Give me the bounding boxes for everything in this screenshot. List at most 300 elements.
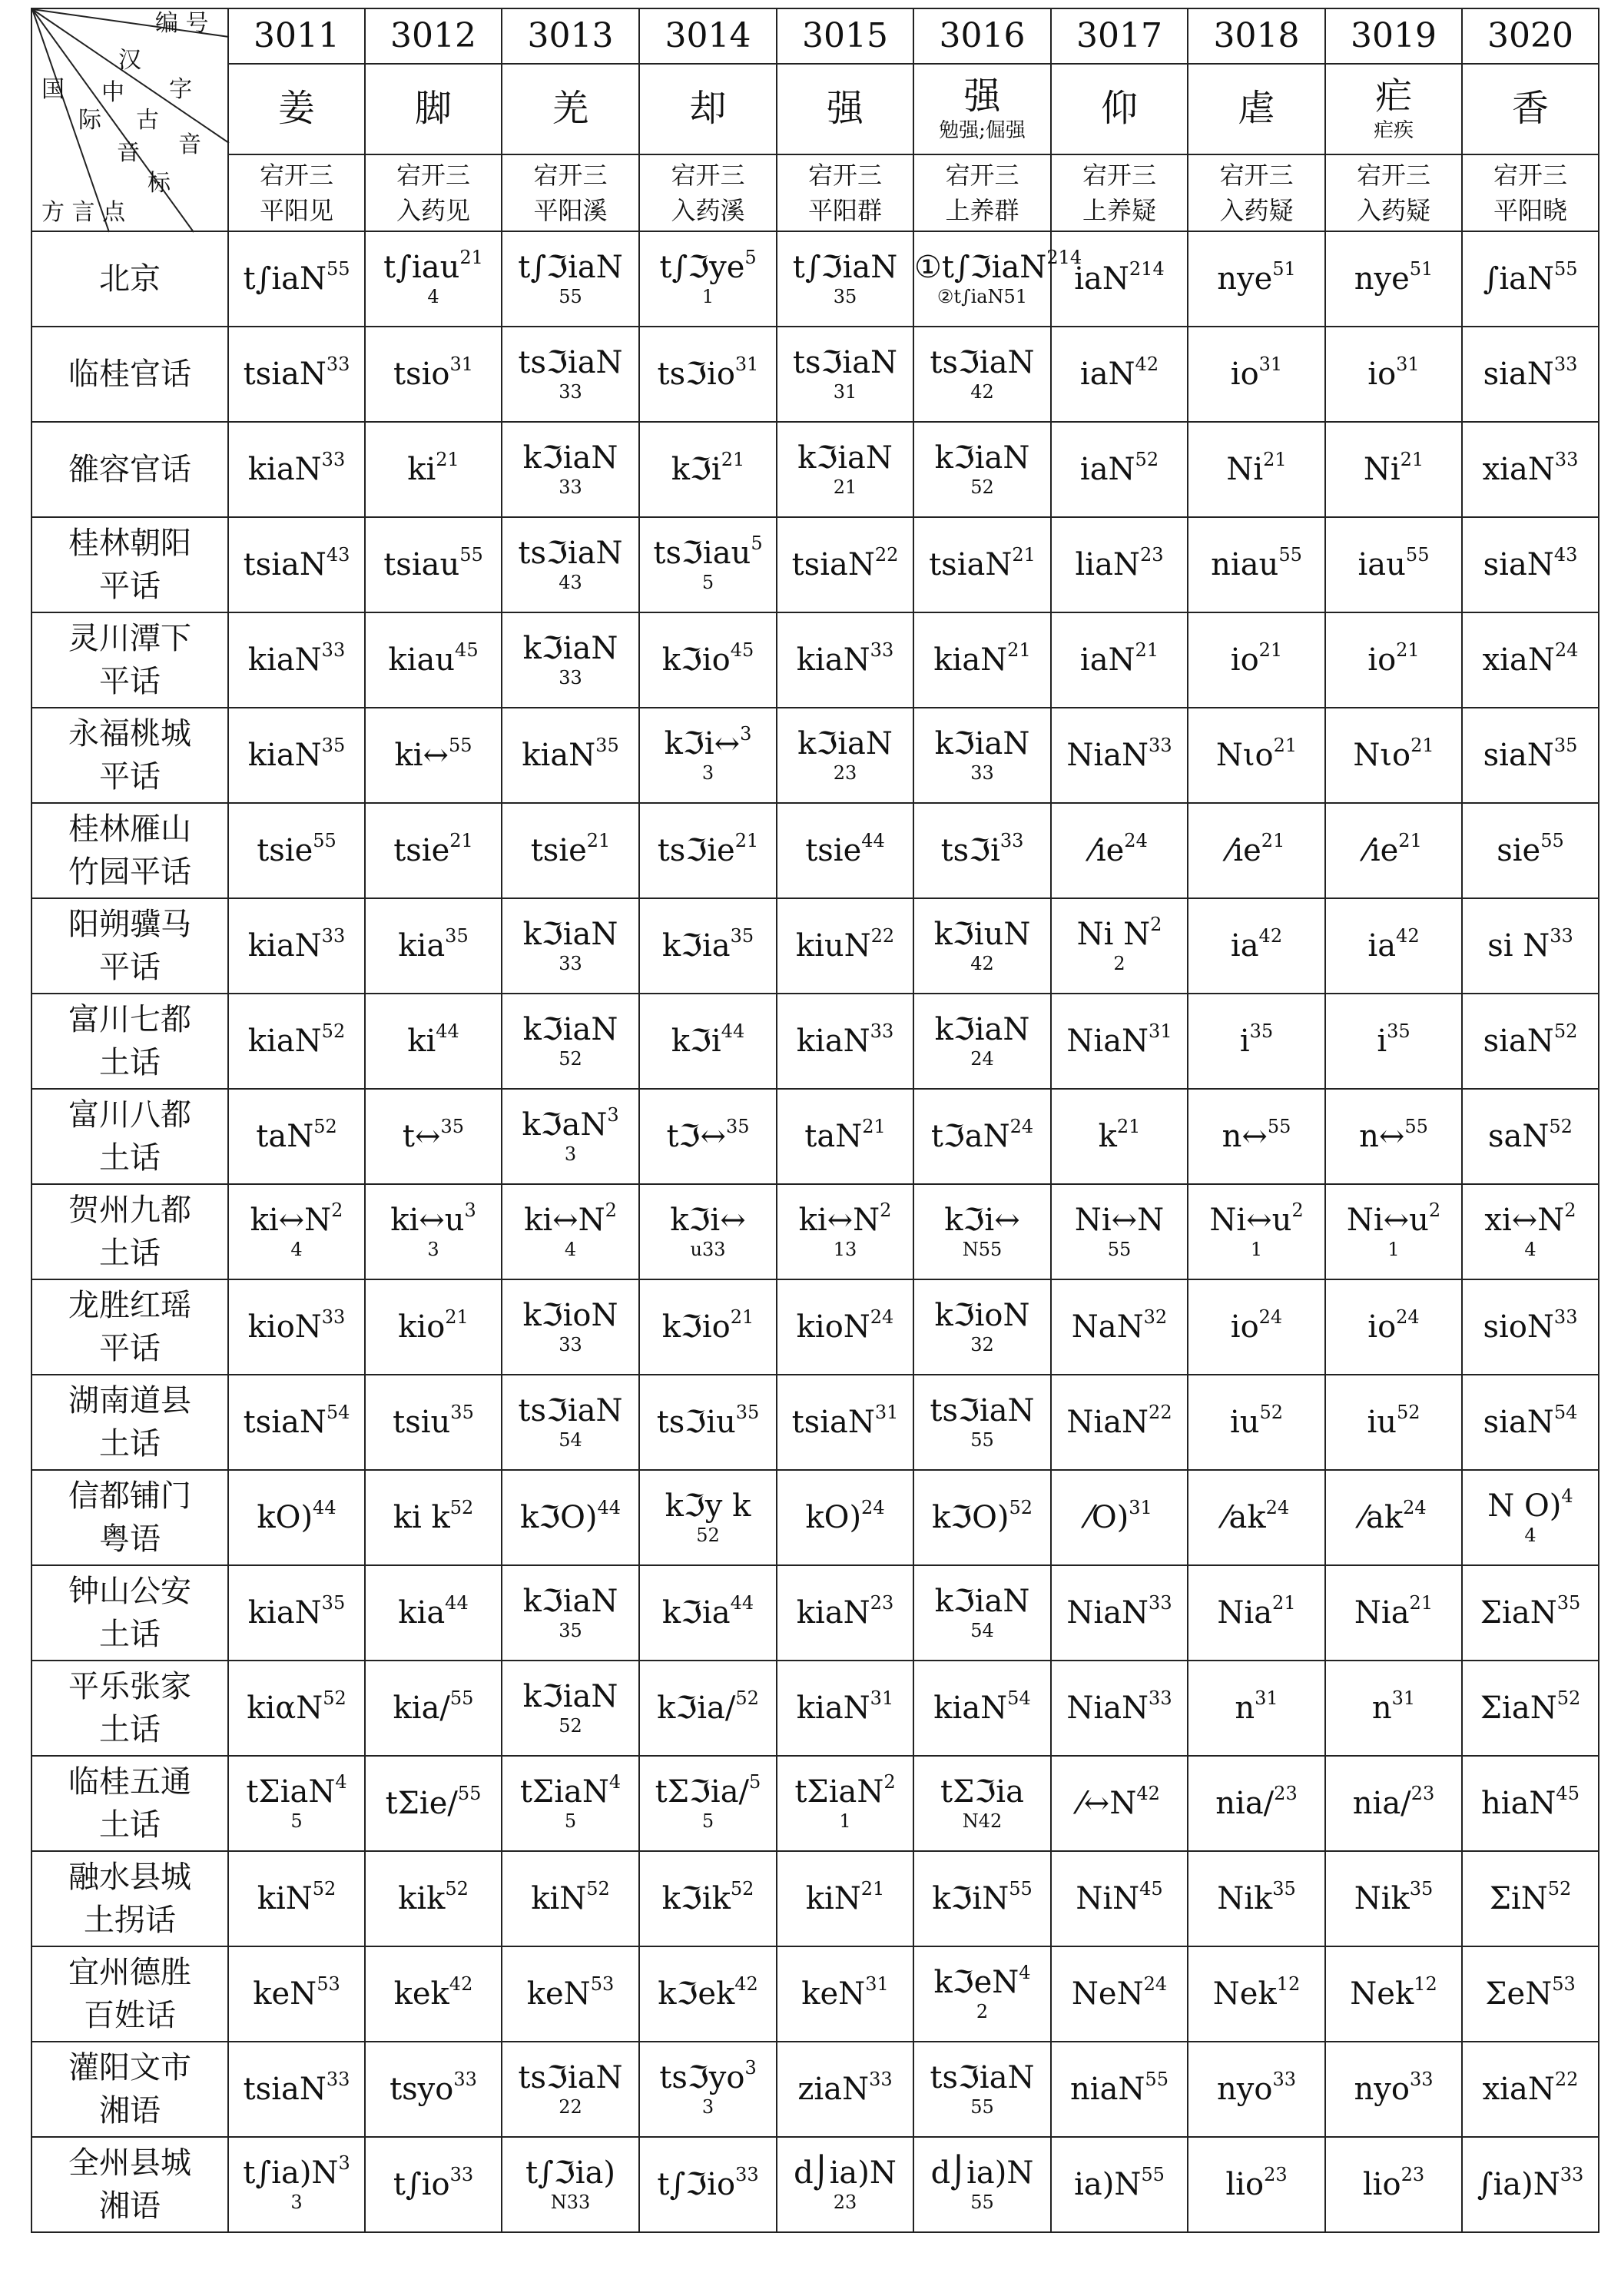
tone-superscript: 24	[1258, 1306, 1283, 1328]
tone-continuation: 3	[427, 1238, 439, 1260]
tone-superscript: 4	[1019, 1962, 1031, 1984]
ipa-text: ⁄ie	[1365, 832, 1399, 868]
ipa-text: kiaN	[796, 642, 870, 678]
ipa-text: lio	[1362, 2166, 1401, 2202]
tone-superscript: 21	[445, 1306, 469, 1328]
ipa-text: tsℑiaN	[518, 1393, 623, 1429]
tone-superscript: 33	[321, 924, 346, 947]
tone-superscript: 52	[321, 1020, 346, 1042]
pronunciation-cell	[1051, 1946, 1188, 2042]
ipa-text: k	[1098, 1118, 1117, 1154]
tone-superscript: 42	[1135, 353, 1159, 375]
tone-superscript: 21	[1272, 1591, 1296, 1614]
ipa-text: tΣiaN	[246, 1774, 336, 1810]
pronunciation-cell	[913, 1946, 1051, 2042]
tone-continuation: 24	[970, 1047, 994, 1070]
tone-superscript: 52	[1553, 1020, 1578, 1042]
dialect-row	[31, 231, 1599, 327]
tone-continuation: 33	[559, 380, 582, 403]
tone-superscript: 2	[880, 1199, 892, 1222]
dialect-row	[31, 1470, 1599, 1565]
ipa-text: xiaN	[1482, 2071, 1555, 2107]
ipa-text: tΣiaN	[794, 1774, 884, 1810]
mc-line-1: 宕开三	[1356, 160, 1430, 190]
pronunciation-cell	[1325, 1470, 1462, 1565]
ipa-text: ia	[1367, 927, 1397, 964]
corner-label-zhong: 中	[101, 79, 124, 106]
pronunciation-cell	[639, 1661, 777, 1756]
ipa-text: tsℑiaN	[930, 2060, 1035, 2096]
tone-superscript: 52	[323, 1687, 346, 1709]
tone-continuation: 52	[970, 476, 994, 498]
tone-continuation: 35	[833, 285, 857, 307]
pronunciation-cell	[913, 708, 1051, 803]
tone-superscript: 3	[607, 1104, 619, 1126]
dialect-row	[31, 2137, 1599, 2232]
character: 香	[1511, 87, 1549, 131]
dialect-location	[31, 1756, 228, 1851]
middle-chinese-category	[365, 154, 502, 231]
dialect-location-line: 永福桃城	[68, 716, 191, 752]
corner-number-label: 编 号	[155, 10, 209, 37]
pronunciation-cell	[777, 1089, 913, 1184]
pronunciation-cell	[365, 708, 502, 803]
pronunciation-cell	[502, 994, 639, 1089]
dialect-location	[31, 1184, 228, 1279]
tone-superscript: 5	[751, 533, 763, 555]
ipa-text: kiuN	[795, 927, 871, 964]
ipa-text: NiaN	[1066, 1404, 1149, 1440]
tone-continuation: 52	[559, 1714, 582, 1737]
tone-superscript: 52	[1009, 1496, 1033, 1518]
tone-superscript: 31	[449, 353, 474, 375]
dialect-row	[31, 1089, 1599, 1184]
pronunciation-cell	[1188, 708, 1325, 803]
pronunciation-cell	[365, 1946, 502, 2042]
pronunciation-cell	[1325, 1375, 1462, 1470]
tone-superscript: 35	[445, 924, 469, 947]
dialect-location-line: 灵川潭下	[68, 621, 191, 656]
tone-superscript: 45	[455, 639, 479, 661]
ipa-text: ia	[1230, 927, 1259, 964]
tone-superscript: 21	[1261, 829, 1285, 851]
dialect-location-line: 湘语	[99, 2093, 161, 2128]
tone-continuation: 54	[559, 1428, 582, 1451]
tone-superscript: 21	[1258, 639, 1283, 661]
mc-line-2: 入药溪	[671, 196, 745, 225]
tone-continuation: 52	[559, 1047, 582, 1070]
tone-continuation: u33	[690, 1238, 726, 1260]
tone-superscript: 45	[730, 639, 754, 661]
column-character	[1462, 64, 1599, 154]
tone-superscript: 5	[749, 1771, 761, 1793]
ipa-text: tsℑiaN	[792, 345, 898, 381]
character: 姜	[277, 87, 315, 131]
ipa-text: tsℑiu	[656, 1404, 736, 1440]
dialect-location	[31, 1089, 228, 1184]
ipa-text: tsℑio	[657, 356, 735, 392]
tone-superscript: 54	[326, 1401, 350, 1423]
dialect-location	[31, 231, 228, 327]
tone-superscript: 33	[735, 2163, 759, 2185]
pronunciation-cell	[1051, 994, 1188, 1089]
ipa-text: hiaN	[1481, 1785, 1556, 1821]
ipa-text: niaN	[1070, 2071, 1145, 2107]
tone-superscript: 33	[326, 2068, 350, 2090]
tone-continuation: 13	[833, 1238, 857, 1260]
pronunciation-cell	[1462, 2042, 1599, 2137]
ipa-text: tℑaN	[930, 1118, 1010, 1154]
ipa-text: tsyo	[390, 2071, 454, 2107]
tone-superscript: 24	[1009, 1115, 1034, 1137]
pronunciation-cell	[1462, 1375, 1599, 1470]
pronunciation-cell	[502, 612, 639, 708]
ipa-text: nye	[1217, 260, 1273, 297]
tone-continuation: 55	[559, 285, 582, 307]
tone-continuation: 55	[970, 1428, 994, 1451]
character: 却	[689, 87, 727, 131]
ipa-text: kℑia/	[657, 1690, 736, 1726]
column-character	[913, 64, 1051, 154]
tone-superscript: 33	[1553, 1306, 1578, 1328]
dialect-location	[31, 2137, 228, 2232]
pronunciation-cell	[1462, 231, 1599, 327]
ipa-text: io	[1230, 1309, 1259, 1345]
ipa-text: kia	[398, 927, 446, 964]
tone-superscript: 52	[313, 1115, 337, 1137]
tone-superscript: 35	[725, 1115, 750, 1137]
dialect-row	[31, 1851, 1599, 1946]
tone-continuation: 55	[970, 2191, 994, 2213]
pronunciation-cell	[502, 708, 639, 803]
dialect-row	[31, 708, 1599, 803]
ipa-text: ki↔N	[524, 1203, 605, 1239]
tone-superscript: 52	[1135, 448, 1159, 470]
tone-superscript: 21	[730, 1306, 754, 1328]
ipa-text: ⁄O)	[1086, 1499, 1129, 1535]
mc-line-2: 入药见	[396, 196, 470, 225]
ipa-text: liaN	[1075, 546, 1140, 582]
pronunciation-cell	[1462, 1470, 1599, 1565]
tone-superscript: 35	[321, 1591, 346, 1614]
pronunciation-cell	[777, 612, 913, 708]
tone-superscript: 31	[874, 1401, 899, 1423]
tone-superscript: 3	[338, 2152, 350, 2175]
tone-continuation: N33	[550, 2191, 591, 2213]
pronunciation-cell	[228, 1279, 365, 1375]
tone-superscript: 21	[1409, 1591, 1434, 1614]
tone-superscript: 35	[440, 1115, 465, 1137]
tone-superscript: 2	[1428, 1199, 1441, 1222]
pronunciation-cell	[365, 1661, 502, 1756]
tone-superscript: 44	[313, 1496, 336, 1518]
tone-superscript: 21	[1411, 734, 1434, 756]
tone-superscript: 21	[436, 448, 459, 470]
pronunciation-cell	[913, 422, 1051, 517]
ipa-text: tsiau	[383, 546, 460, 582]
pronunciation-cell	[365, 231, 502, 327]
ipa-text: tsℑyo	[659, 2060, 745, 2096]
ipa-text: kℑio	[661, 642, 731, 678]
header-middle-chinese-row	[31, 154, 1599, 231]
column-number: 3016	[913, 8, 1051, 64]
pronunciation-cell	[1051, 2137, 1188, 2232]
tone-superscript: 55	[1404, 1115, 1428, 1137]
pronunciation-cell	[777, 1851, 913, 1946]
dialect-location-line: 土话	[99, 1140, 161, 1176]
pronunciation-cell	[1462, 994, 1599, 1089]
ipa-text: kiaN	[247, 642, 322, 678]
corner-label-yin2: 音	[178, 131, 201, 158]
ipa-text: ki↔N	[250, 1203, 332, 1239]
tone-superscript: 52	[1259, 1401, 1284, 1423]
tone-continuation: 54	[970, 1619, 994, 1641]
tone-superscript: 21	[1007, 639, 1031, 661]
pronunciation-cell	[1188, 422, 1325, 517]
dialect-location-line: 平话	[99, 664, 161, 699]
dialect-location	[31, 422, 228, 517]
character: 强	[963, 74, 1001, 118]
ipa-text: kO)	[805, 1499, 862, 1535]
pronunciation-cell	[1051, 612, 1188, 708]
tone-continuation: 33	[970, 761, 994, 784]
pronunciation-cell	[365, 1851, 502, 1946]
ipa-text: kℑek	[658, 1976, 735, 2012]
ipa-text: taN	[256, 1118, 314, 1154]
dialect-row	[31, 517, 1599, 612]
tone-superscript: 24	[870, 1306, 894, 1328]
pronunciation-cell	[365, 1375, 502, 1470]
dialect-comparison-table	[31, 8, 1599, 2233]
tone-superscript: 55	[327, 257, 350, 280]
tone-superscript: 12	[1276, 1973, 1301, 1995]
column-number: 3017	[1051, 8, 1188, 64]
tone-superscript: 24	[1403, 1496, 1427, 1518]
pronunciation-cell	[913, 1565, 1051, 1661]
tone-superscript: 52	[586, 1877, 610, 1900]
ipa-text: ⁄ak	[1223, 1499, 1266, 1535]
pronunciation-cell	[1188, 803, 1325, 898]
pronunciation-cell	[1325, 994, 1462, 1089]
ipa-text: kia/	[393, 1690, 450, 1726]
ipa-text: kia	[398, 1594, 446, 1631]
ipa-text: nia/	[1352, 1785, 1411, 1821]
pronunciation-cell	[1051, 708, 1188, 803]
dialect-location	[31, 2042, 228, 2137]
ipa-text: kiau	[388, 642, 456, 678]
ipa-text: d⌡ia)N	[794, 2155, 897, 2191]
tone-superscript: 2	[883, 1771, 896, 1793]
ipa-text: ∫iaN	[1483, 260, 1554, 297]
pronunciation-cell	[1051, 1661, 1188, 1756]
ipa-text: tℑ↔	[666, 1118, 726, 1154]
pronunciation-cell	[1188, 994, 1325, 1089]
dialect-location	[31, 1470, 228, 1565]
ipa-text: d⌡ia)N	[930, 2155, 1034, 2191]
dialect-location-line: 临桂五通	[68, 1764, 191, 1800]
tone-continuation: 4	[1524, 1524, 1536, 1546]
ipa-text: ki↔N	[798, 1203, 880, 1239]
pronunciation-cell	[502, 1946, 639, 2042]
tone-continuation: 55	[1107, 1238, 1132, 1260]
tone-continuation: 5	[290, 1810, 303, 1832]
tone-superscript: 55	[313, 829, 336, 851]
ipa-text: n	[1235, 1690, 1255, 1726]
mc-line-2: 平阳见	[259, 196, 333, 225]
pronunciation-cell	[913, 2137, 1051, 2232]
pronunciation-cell	[639, 1851, 777, 1946]
tone-superscript: 35	[1556, 1591, 1581, 1614]
pronunciation-cell	[1188, 1851, 1325, 1946]
column-character	[777, 64, 913, 154]
pronunciation-cell	[639, 1184, 777, 1279]
pronunciation-cell	[1188, 327, 1325, 422]
pronunciation-cell	[502, 1375, 639, 1470]
ipa-text: Ni↔u	[1346, 1203, 1429, 1239]
tone-superscript: 33	[999, 829, 1024, 851]
pronunciation-cell	[1462, 1756, 1599, 1851]
header-character-row	[31, 64, 1599, 154]
tone-superscript: 55	[459, 543, 483, 566]
ipa-text: Ni	[1363, 451, 1401, 487]
pronunciation-cell	[639, 898, 777, 994]
pronunciation-cell	[639, 1470, 777, 1565]
ipa-text: saN	[1488, 1118, 1550, 1154]
ipa-text: io	[1367, 642, 1397, 678]
ipa-text: Nia	[1354, 1594, 1410, 1631]
tone-superscript: 44	[445, 1591, 469, 1614]
pronunciation-cell	[777, 1375, 913, 1470]
tone-superscript: 35	[321, 734, 346, 756]
ipa-text: io	[1367, 356, 1397, 392]
ipa-text: ΣeN	[1485, 1976, 1553, 2012]
ipa-text: n	[1371, 1690, 1392, 1726]
ipa-text: n↔	[1222, 1118, 1268, 1154]
pronunciation-cell	[777, 1946, 913, 2042]
ipa-text: tsℑiaN	[930, 1393, 1035, 1429]
tone-superscript: 53	[1552, 1973, 1576, 1995]
tone-superscript: 52	[735, 1687, 759, 1709]
pronunciation-cell	[777, 1279, 913, 1375]
tone-superscript: 3	[744, 2057, 757, 2079]
ipa-text: kℑiN	[932, 1880, 1009, 1916]
pronunciation-cell	[777, 1756, 913, 1851]
tone-superscript: 35	[1409, 1877, 1434, 1900]
pronunciation-cell	[777, 708, 913, 803]
ipa-text: t∫io	[393, 2166, 450, 2202]
tone-superscript: 35	[1249, 1020, 1274, 1042]
pronunciation-cell	[228, 517, 365, 612]
ipa-text: kℑiuN	[933, 917, 1031, 953]
pronunciation-cell	[777, 1184, 913, 1279]
pronunciation-cell	[502, 2042, 639, 2137]
dialect-location-line: 龙胜红瑶	[68, 1288, 191, 1323]
tone-superscript: 55	[1553, 257, 1578, 280]
pronunciation-cell	[228, 231, 365, 327]
ipa-text: kio	[398, 1309, 446, 1345]
tone-superscript: 44	[861, 829, 885, 851]
pronunciation-cell	[228, 708, 365, 803]
tone-superscript: 52	[445, 1877, 469, 1900]
tone-superscript: 214	[1046, 247, 1082, 269]
ipa-text: kiaN	[247, 927, 322, 964]
pronunciation-cell	[913, 1470, 1051, 1565]
pronunciation-cell	[639, 612, 777, 708]
pronunciation-cell	[1462, 2137, 1599, 2232]
column-number: 3013	[502, 8, 639, 64]
dialect-location-line: 平话	[99, 1331, 161, 1366]
ipa-text: kiaN	[796, 1690, 870, 1726]
ipa-text: niau	[1211, 546, 1279, 582]
mc-line-1: 宕开三	[1082, 160, 1156, 190]
dialect-location-line: 土话	[99, 1807, 161, 1843]
pronunciation-cell	[502, 231, 639, 327]
pronunciation-cell	[502, 803, 639, 898]
pronunciation-cell	[913, 517, 1051, 612]
tone-continuation: 1	[1387, 1238, 1400, 1260]
tone-superscript: 45	[1556, 1782, 1580, 1804]
pronunciation-cell	[1462, 1279, 1599, 1375]
pronunciation-cell	[913, 1661, 1051, 1756]
tone-superscript: 31	[1258, 353, 1283, 375]
character: 仰	[1100, 87, 1138, 131]
dialect-location	[31, 1279, 228, 1375]
pronunciation-cell	[639, 803, 777, 898]
ipa-text: kℑiaN	[934, 1584, 1030, 1620]
character: 虐	[1238, 87, 1275, 131]
header-corner-cell	[31, 8, 228, 231]
tone-superscript: 4	[608, 1771, 622, 1793]
dialect-location-line: 雒容官话	[68, 452, 191, 487]
column-character	[502, 64, 639, 154]
ipa-text: NeN	[1071, 1976, 1144, 2012]
pronunciation-cell	[913, 1279, 1051, 1375]
pronunciation-cell	[1188, 1089, 1325, 1184]
ipa-text: tsiaN	[791, 1404, 875, 1440]
pronunciation-cell	[228, 994, 365, 1089]
tone-continuation: 2	[1113, 952, 1125, 974]
tone-superscript: 33	[1149, 1687, 1172, 1709]
character-note: 疟疾	[1373, 119, 1414, 143]
ipa-text: kek	[393, 1976, 449, 2012]
ipa-text: iau	[1357, 546, 1406, 582]
tone-superscript: 21	[1398, 829, 1422, 851]
tone-superscript: 24	[1143, 1973, 1168, 1995]
pronunciation-cell	[1051, 231, 1188, 327]
pronunciation-cell	[1462, 898, 1599, 994]
ipa-text: NiaN	[1066, 737, 1149, 773]
column-number: 3011	[228, 8, 365, 64]
tone-superscript: 52	[312, 1877, 336, 1900]
tone-superscript: 21	[860, 1877, 885, 1900]
tone-superscript: 52	[1547, 1877, 1572, 1900]
pronunciation-cell	[1188, 898, 1325, 994]
ipa-text: kℑaN	[522, 1107, 608, 1143]
middle-chinese-category	[639, 154, 777, 231]
tone-superscript: 31	[734, 353, 759, 375]
pronunciation-cell	[913, 994, 1051, 1089]
mc-line-2: 平阳晓	[1493, 196, 1567, 225]
tone-superscript: 23	[1274, 1782, 1298, 1804]
pronunciation-cell	[913, 1375, 1051, 1470]
column-number: 3019	[1325, 8, 1462, 64]
tone-superscript: 42	[1136, 1782, 1160, 1804]
pronunciation-cell	[228, 1470, 365, 1565]
ipa-text: kℑiaN	[934, 726, 1030, 762]
pronunciation-cell	[777, 994, 913, 1089]
pronunciation-cell	[228, 1946, 365, 2042]
tone-continuation: 22	[559, 2095, 582, 2118]
